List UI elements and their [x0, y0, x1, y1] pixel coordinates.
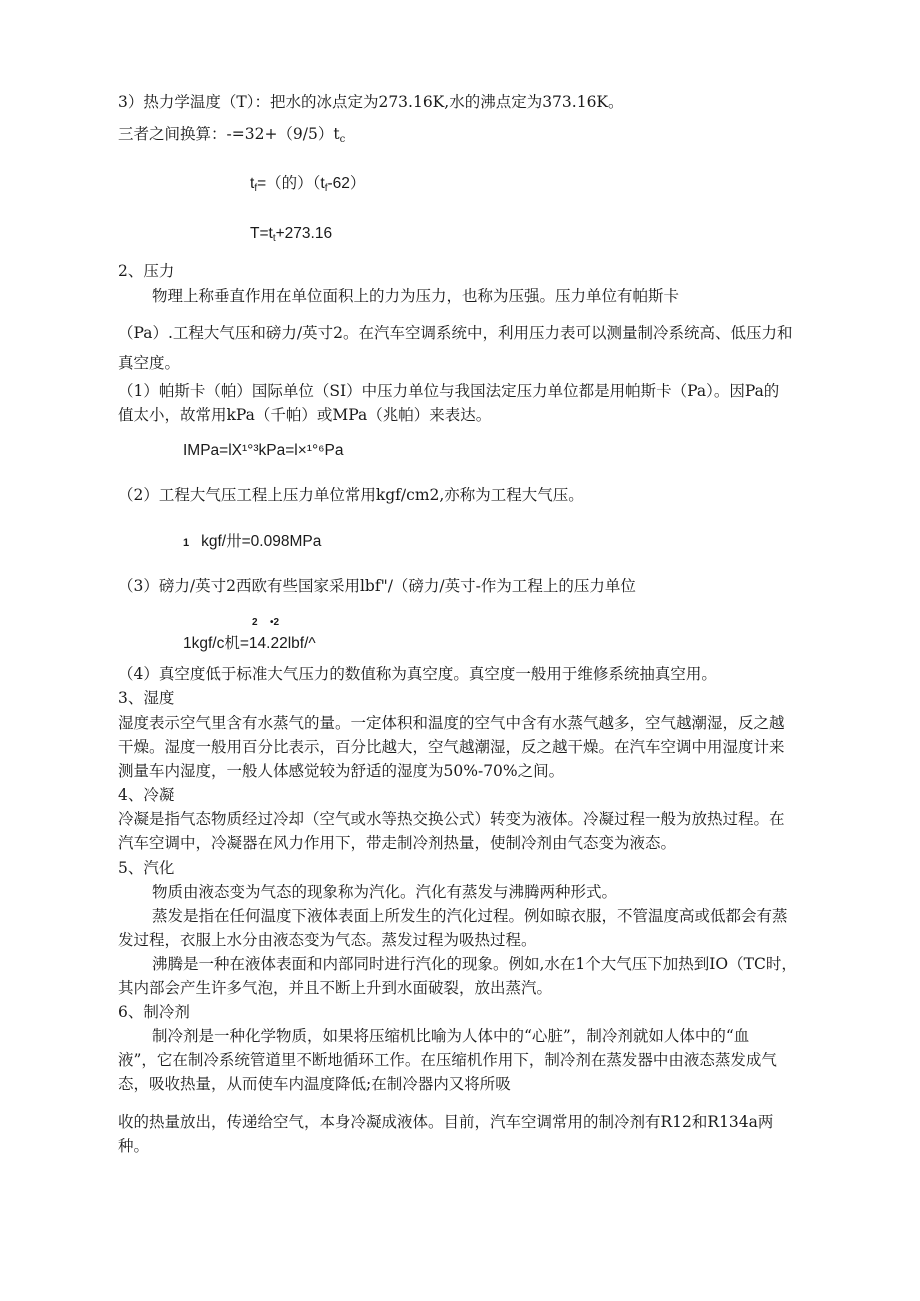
formula-text: =（的）（t — [257, 175, 325, 192]
formula-kgf — [183, 532, 321, 553]
paragraph-line: 干燥。湿度一般用百分比表示，百分比越大，空气越潮湿，反之越干燥。在汽车空调中用湿度计来 — [118, 738, 785, 756]
paragraph-line: 汽车空调中，冷凝器在风力作用下，带走制冷剂热量，使制冷剂由气态变为液态。 — [118, 834, 677, 852]
subscript: f — [324, 183, 328, 194]
formula-lbf: 1kgf/c机=14.22lbf/^ — [183, 635, 316, 652]
conversion-formula-2 — [250, 174, 365, 199]
paragraph-line: 发过程，衣服上水分由液态变为气态。蒸发过程为吸热过程。 — [118, 931, 537, 949]
paragraph-line: 湿度表示空气里含有水蒸气的量。一定体积和温度的空气中含有水蒸气越多，空气越潮湿，反之越 — [118, 714, 785, 732]
paragraph-line: （2）工程大气压工程上压力单位常用kgf∕cm2,亦称为工程大气压。 — [118, 486, 584, 504]
formula-text: +273.16 — [275, 225, 333, 242]
formula-text: -62） — [327, 175, 366, 192]
formula-text: kgf/卅=0.098MPa — [201, 533, 322, 550]
superscript: •2 — [270, 617, 280, 628]
formula-number: 1 — [183, 537, 190, 549]
paragraph-line: 液”，它在制冷系统管道里不断地循环工作。在压缩机作用下，制冷剂在蒸发器中由液态蒸发成气 — [118, 1051, 777, 1069]
conversion-formula-3 — [250, 224, 332, 249]
paragraph-line: 蒸发是指在任何温度下液体表面上所发生的汽化过程。例如晾衣服，不管温度高或低都会有蒸 — [152, 907, 788, 925]
paragraph-line: （1）帕斯卡（帕）国际单位（SI）中压力单位与我国法定压力单位都是用帕斯卡（Pa）。因Pa的 — [118, 382, 780, 400]
formula-mpa: IMPa=lX¹°³kPa=l×¹°⁶Pa — [183, 442, 344, 459]
subscript: t — [272, 233, 276, 244]
section-heading-pressure: 2、压力 — [118, 262, 175, 280]
paragraph-line: 态，吸收热量，从而使车内温度降低;在制冷器内又将所吸 — [118, 1075, 511, 1093]
paragraph-line: （3）磅力/英寸2西欧有些国家采用lbf"/（磅力/英寸-作为工程上的压力单位 — [118, 577, 636, 595]
paragraph-line: 测量车内湿度，一般人体感觉较为舒适的湿度为50%-70%之间。 — [118, 762, 565, 780]
formula-text: 三者之间换算：-=32+（9/5）t — [118, 125, 340, 143]
formula-text: t — [250, 175, 255, 192]
paragraph-line: 制冷剂是一种化学物质，如果将压缩机比喻为人体中的“心脏”，制冷剂就如人体中的“血 — [152, 1027, 750, 1045]
paragraph-line: 收的热量放出，传递给空气，本身冷凝成液体。目前，汽车空调常用的制冷剂有R12和R134a两 — [118, 1113, 774, 1131]
thermodynamic-temperature-line: 3）热力学温度（T）：把水的冰点定为273.16K,水的沸点定为373.16K。 — [118, 93, 624, 111]
paragraph-line: （Pa）.工程大气压和磅力/英寸2。在汽车空调系统中，利用压力表可以测量制冷系统高、低压力和 — [118, 324, 793, 342]
section-heading-condensation: 4、冷凝 — [118, 786, 175, 804]
paragraph-line: 种。 — [118, 1137, 150, 1155]
paragraph-line: （4）真空度低于标准大气压力的数值称为真空度。真空度一般用于维修系统抽真空用。 — [118, 665, 717, 683]
section-heading-refrigerant: 6、制冷剂 — [118, 1003, 190, 1021]
section-heading-humidity: 3、湿度 — [118, 689, 175, 707]
paragraph-line: 物质由液态变为气态的现象称为汽化。汽化有蒸发与沸腾两种形式。 — [152, 883, 618, 901]
paragraph-line: 值太小，故常用kPa（千帕）或MPa（兆帕）来表达。 — [118, 406, 492, 424]
paragraph-line: 真空度。 — [118, 354, 181, 372]
superscript: 2 — [252, 617, 258, 628]
paragraph-line: 物理上称垂直作用在单位面积上的力为压力，也称为压强。压力单位有帕斯卡 — [152, 287, 680, 305]
section-heading-vaporization: 5、汽化 — [118, 859, 175, 877]
paragraph-line: 其内部会产生许多气泡，并且不断上升到水面破裂，放出蒸汽。 — [118, 979, 553, 997]
formula-text: T=t — [250, 225, 273, 242]
paragraph-line: 冷凝是指气态物质经过冷却（空气或水等热交换公式）转变为液体。冷凝过程一般为放热过程。在 — [118, 810, 785, 828]
subscript: f — [254, 183, 258, 194]
conversion-formula-1 — [118, 124, 345, 150]
subscript: c — [339, 134, 346, 145]
paragraph-line: 沸腾是一种在液体表面和内部同时进行汽化的现象。例如,水在1个大气压下加热到IO（TC时， — [152, 955, 797, 973]
